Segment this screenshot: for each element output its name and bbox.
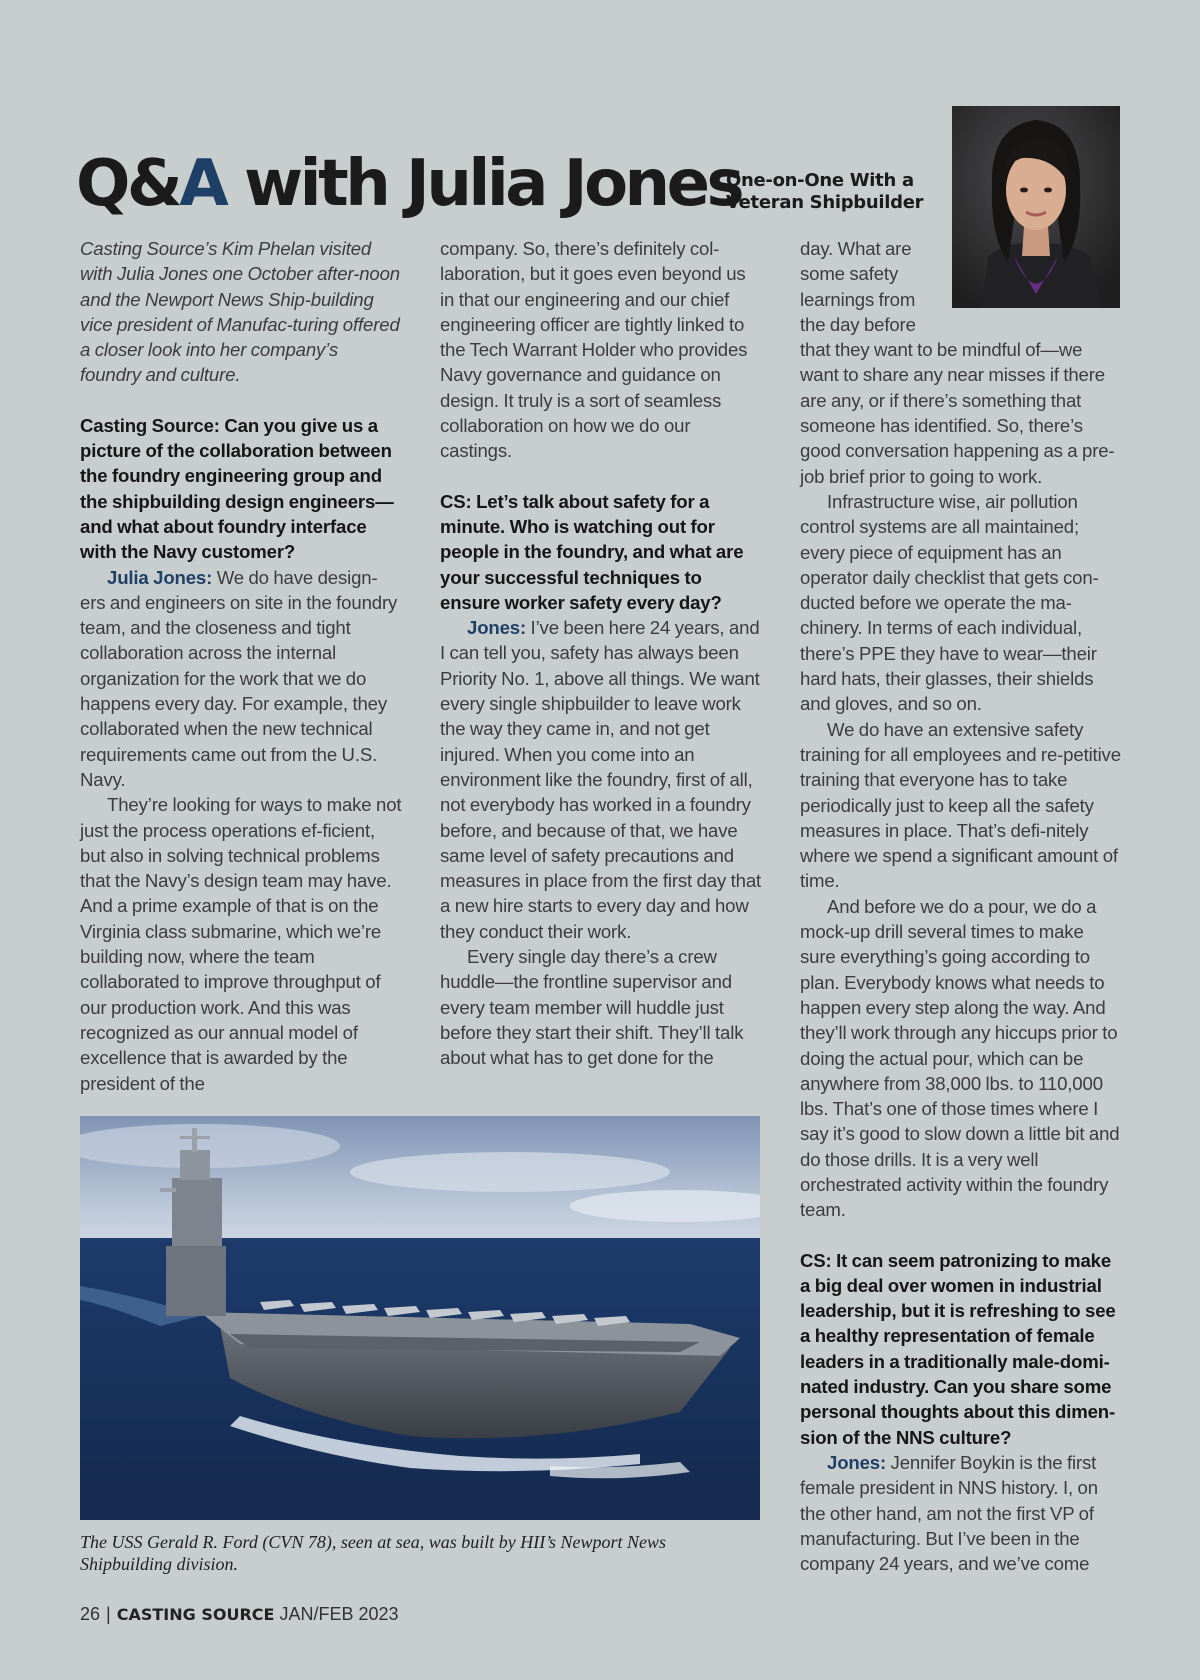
paragraph: They’re looking for ways to make not just the process operations ef-ficient, but also in solving technical problems that the Navy’s design team may have. And a prime example of that is on the Virginia class submarine, which we’re building now, where the team collaborated to improve throughput of our production work. And this was recognized as our annual model of excellence that is awarded by the president of the bbox=[80, 794, 402, 1094]
page-title: Q&A with Julia Jones bbox=[76, 147, 742, 221]
paragraph: We do have an extensive safety training for all employees and re-petitive training that everyone has to take periodically just to keep all the safety measures in place. That’s defi-nitely where we spend a significant amount of time. bbox=[800, 718, 1121, 892]
issue-date: JAN/FEB 2023 bbox=[274, 1604, 399, 1624]
paragraph-line: learnings from bbox=[800, 288, 916, 310]
paragraph-line: some safety bbox=[800, 263, 899, 285]
column-3 bbox=[800, 236, 1122, 1576]
answer-3: Jones: Jennifer Boykin is the first female president in NNS history. I, on the other hand, am not the first VP of manufacturing. But I’ve been in the company 24 years, and we’ve come bbox=[800, 1451, 1098, 1575]
column-1 bbox=[80, 236, 402, 1096]
intro-paragraph: Casting Source’s Kim Phelan visited with Julia Jones one October after-noon and the Newport News Ship-building vice president of Manufac-turing offered a closer look into her company’s foundry and culture. bbox=[80, 238, 400, 386]
question-2: CS: Let’s talk about safety for a minute. Who is watching out for people in the foundry, and what are your successful techniques to ensure worker safety every day? bbox=[440, 490, 744, 613]
aircraft-carrier-photo bbox=[80, 1116, 760, 1520]
paragraph-line: day. What are bbox=[800, 238, 912, 259]
question-1: Casting Source: Can you give us a picture of the collaboration between the foundry engineering group and the shipbuilding design engineers—and what about foundry interface with the Navy customer? bbox=[80, 414, 394, 563]
page-number: 26 bbox=[80, 1604, 101, 1624]
publication-name: CASTING SOURCE bbox=[116, 1605, 275, 1624]
paragraph: company. So, there’s definitely col-laboration, but it goes even beyond us in that our engineering and our chief engineering officer are tightly linked to the Tech Warrant Holder who provides Navy governance and guidance on design. It truly is a sort of seamless collaboration on how we do our castings. bbox=[440, 238, 748, 462]
question-3: CS: It can seem patronizing to make a big deal over women in industrial leadership, but it is refreshing to see a healthy representation of female leaders in a traditionally male-domi-nated industry. Can you share some personal thoughts about this dimen-sion of the NNS culture? bbox=[800, 1249, 1116, 1448]
column-2 bbox=[440, 236, 762, 1071]
paragraph: Infrastructure wise, air pollution control systems are all maintained; every piece of equipment has an operator daily checklist that gets con-ducted before we operate the ma-chinery. In terms of each individual, there’s PPE they have to wear—their hard hats, their glasses, their shields and gloves, and so on. bbox=[800, 490, 1099, 715]
answer-2: Jones: I’ve been here 24 years, and I can tell you, safety has always been Priority No. 1, above all things. We want every single shipbuilder to leave work the way they came in, and not get injured. When you come into an environment like the foundry, first of all, not everybody has worked in a foundry before, and because of that, we have same level of safety precautions and measures in place from the first day that a new hire starts to every day and how they conduct their work. bbox=[440, 617, 762, 942]
paragraph: And before we do a pour, we do a mock-up drill several times to make sure everything’s going according to plan. Everybody knows what needs to happen every step along the way. And they’ll work through any hiccups prior to doing the actual pour, which can be anywhere from 38,000 lbs. to 110,000 lbs. That’s one of those times where I say it’s good to slow down a little bit and do those drills. It is a very well orchestrated activity within the foundry team. bbox=[800, 895, 1120, 1221]
answer-1: Julia Jones: We do have design-ers and engineers on site in the foundry team, and the closeness and tight collaboration across the internal organization for the work that we do happens every day. For example, they collaborated when the new technical requirements came out from the U.S. Navy. bbox=[80, 566, 398, 790]
subtitle: One-on-One With a Veteran Shipbuilder bbox=[726, 170, 924, 213]
page-footer: 26 | CASTING SOURCE JAN/FEB 2023 bbox=[80, 1604, 399, 1624]
paragraph: Every single day there’s a crew huddle—the frontline supervisor and every team member will huddle just before they start their shift. They’ll talk about what has to get done for the bbox=[440, 946, 744, 1069]
photo-caption: The USS Gerald R. Ford (CVN 78), seen at sea, was built by HII’s Newport News Shipbuilding division. bbox=[80, 1532, 666, 1574]
paragraph: that they want to be mindful of—we want to share any near misses if there are any, or if there’s something that someone has identified. So, there’s good conversation happening as a pre-job brief prior to going to work. bbox=[800, 339, 1115, 487]
paragraph-line: the day before bbox=[800, 313, 916, 335]
